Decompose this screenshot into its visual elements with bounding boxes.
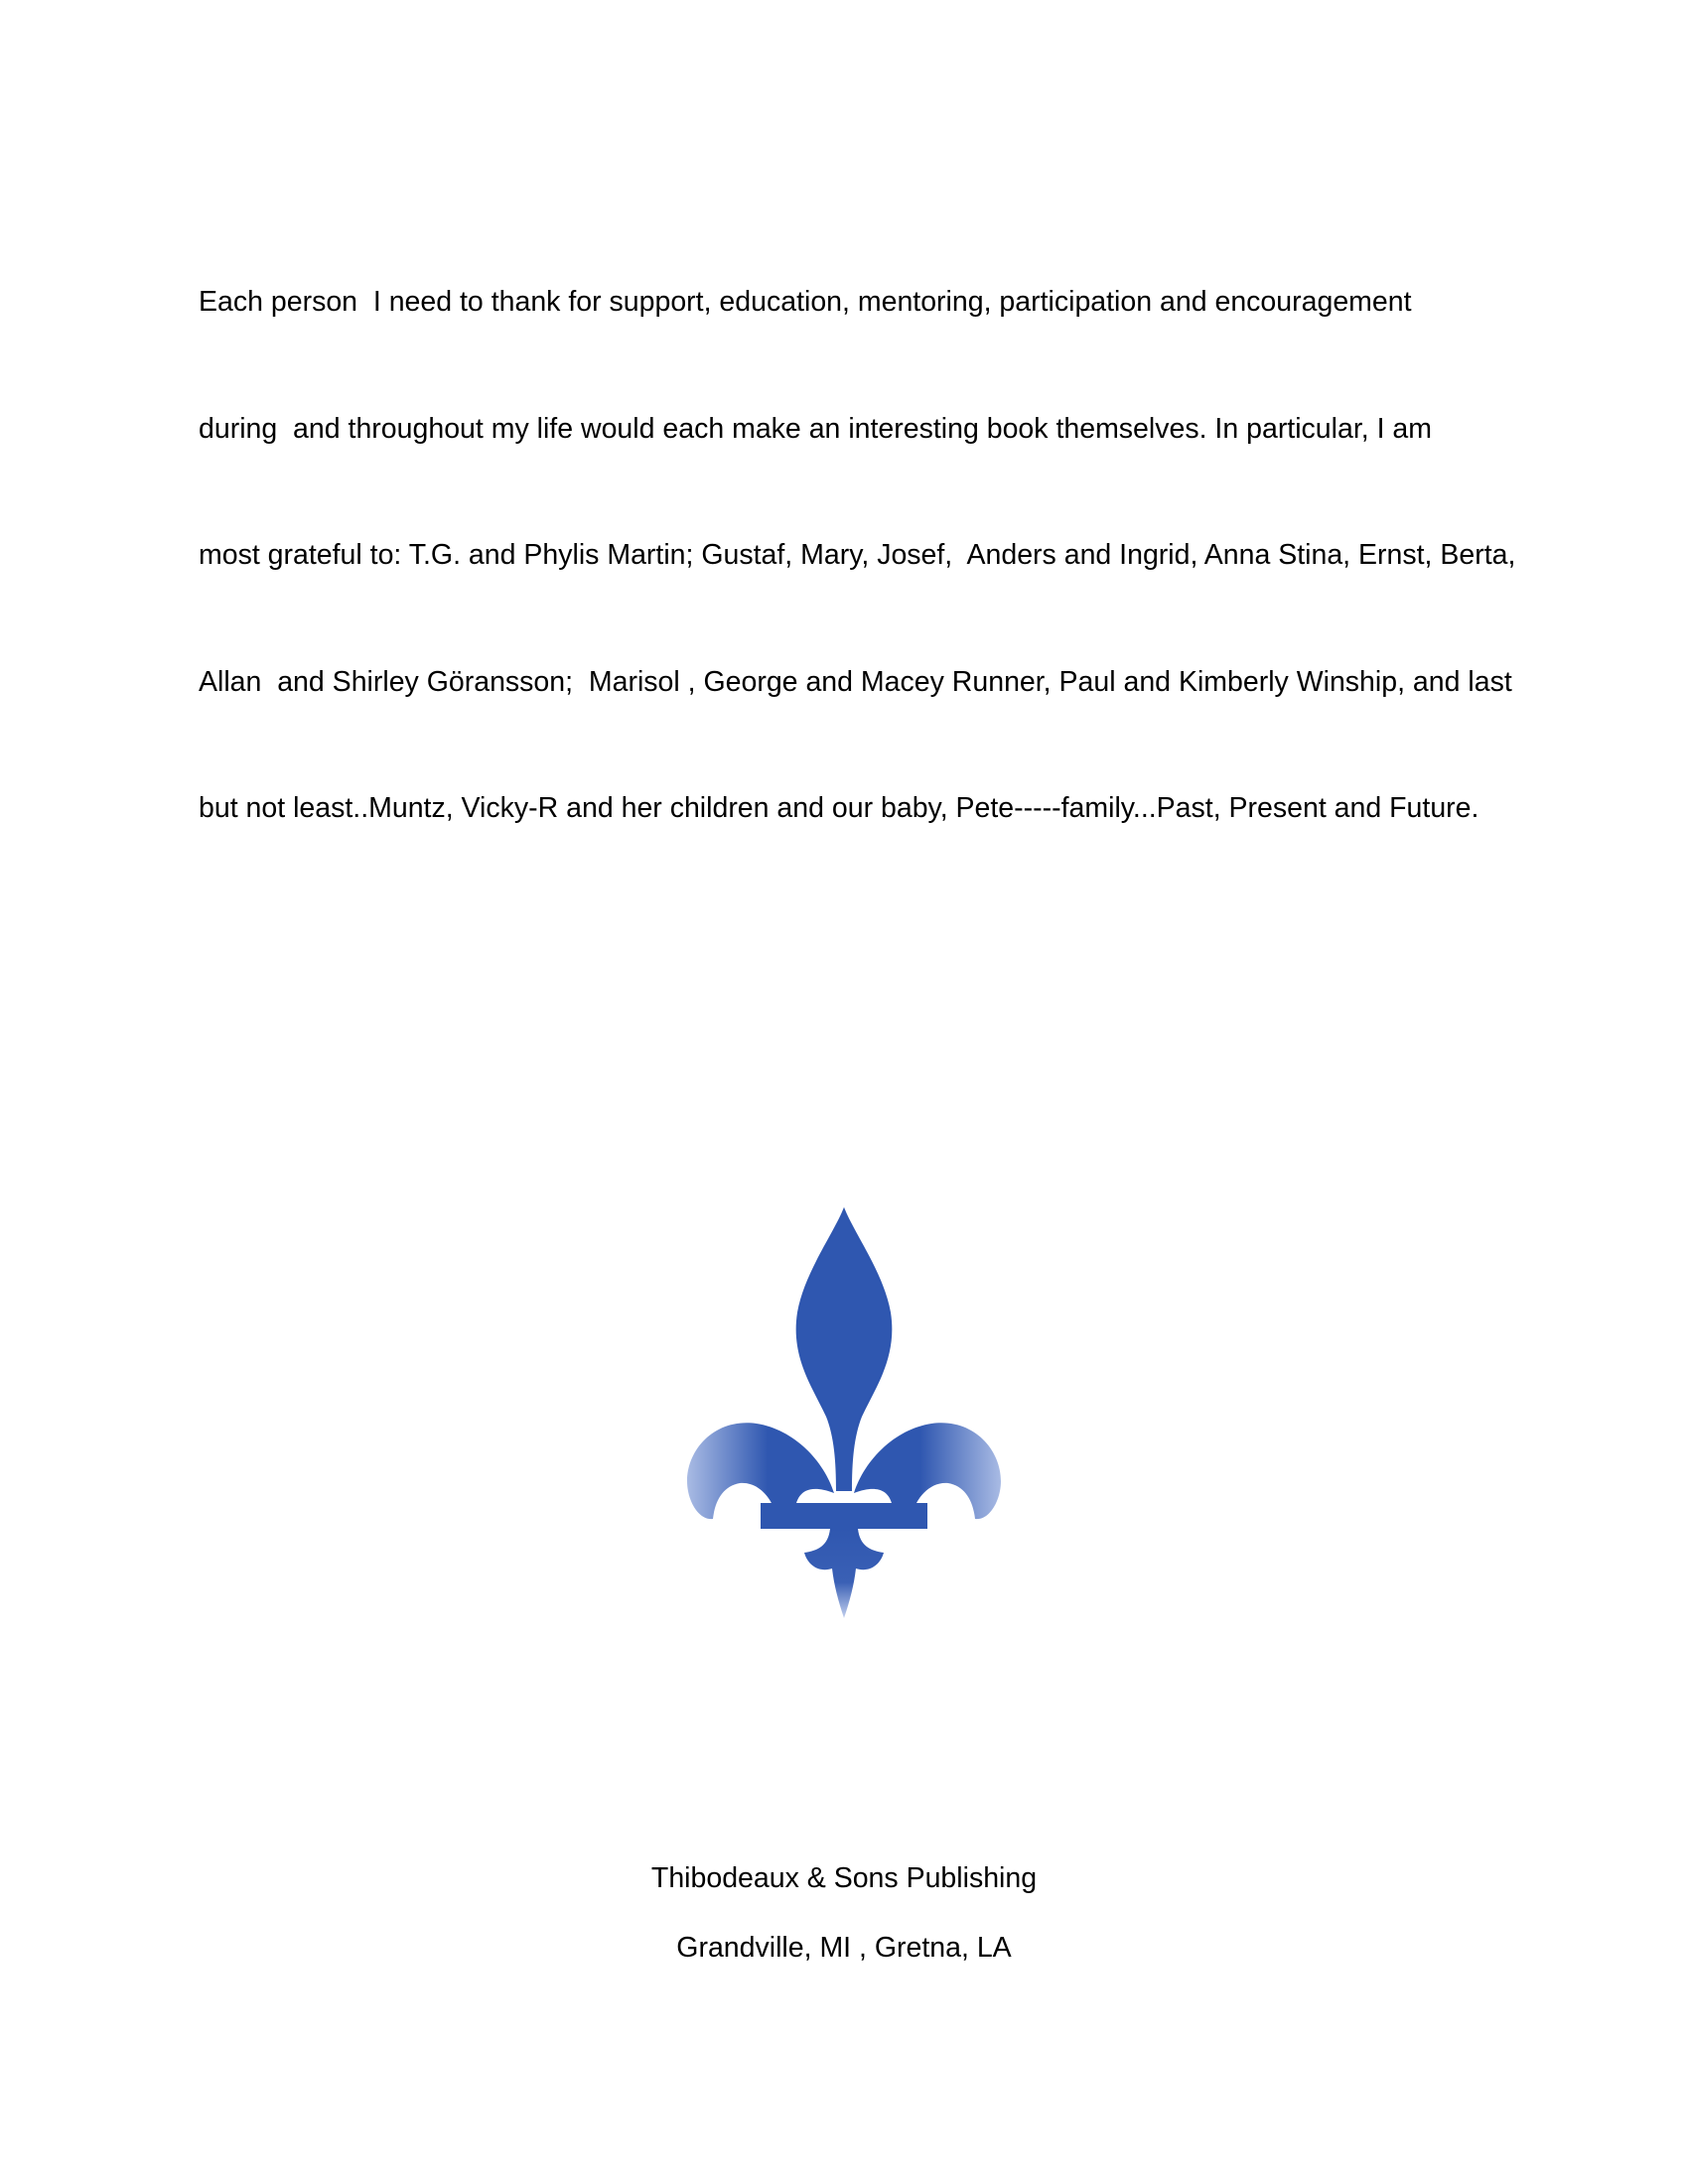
acknowledgement-line: during and throughout my life would each make an interesting book themselves. In particular, I am xyxy=(199,412,1433,445)
publisher-location: Grandville, MI , Gretna, LA xyxy=(676,1932,1012,1964)
acknowledgement-line: Each person I need to thank for support, education, mentoring, participation and encouragement xyxy=(199,286,1412,318)
fleur-lower-pendant xyxy=(804,1529,884,1618)
fleur-de-lis-icon xyxy=(685,1203,1003,1620)
fleur-band xyxy=(761,1503,927,1529)
acknowledgement-line: but not least..Muntz, Vicky-R and her children and our baby, Pete-----family...Past, Present and Future. xyxy=(199,792,1479,824)
fleur-center-petal xyxy=(796,1207,893,1491)
acknowledgement-paragraph xyxy=(199,197,1516,914)
acknowledgement-line: Allan and Shirley Göransson; Marisol , George and Macey Runner, Paul and Kimberly Winship, and last xyxy=(199,665,1512,698)
publisher-name: Thibodeaux & Sons Publishing xyxy=(650,1862,1038,1894)
acknowledgement-line: most grateful to: T.G. and Phylis Martin; Gustaf, Mary, Josef, Anders and Ingrid, Anna Stina, Ernst, Berta, xyxy=(199,539,1516,571)
